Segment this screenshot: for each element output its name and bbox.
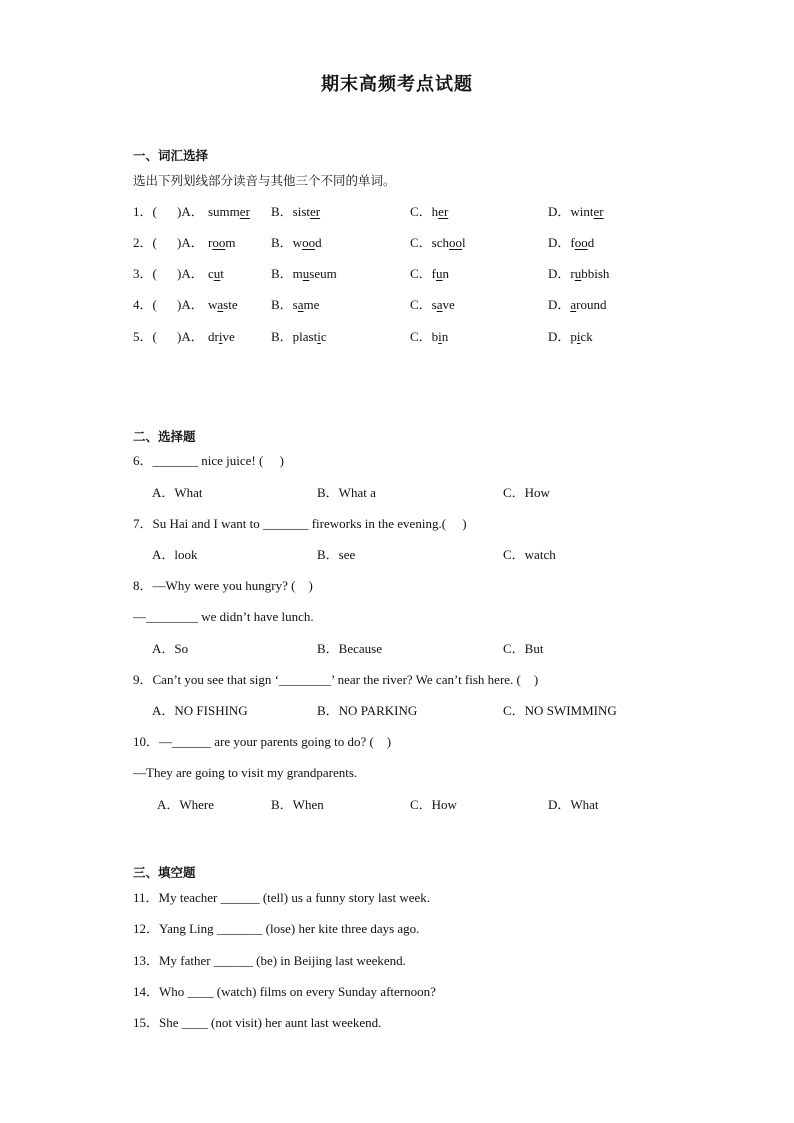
question-10-option-d[interactable]: D．What — [548, 797, 599, 812]
word-part: sch — [431, 235, 450, 250]
vocab-question-1-option-d[interactable] — [548, 204, 604, 220]
question-8-line-2: —________ we didn’t have lunch. — [133, 609, 314, 624]
vocab-question-4-option-b[interactable] — [271, 297, 319, 313]
option-label: C． — [410, 329, 432, 344]
vocab-question-2-number: 2．( — [133, 235, 157, 250]
underlined-letters: i — [438, 329, 442, 344]
question-14: 14．Who ____ (watch) films on every Sunday afternoon? — [133, 984, 436, 999]
option-label: C． — [410, 297, 432, 312]
underlined-letters: er — [438, 204, 449, 219]
word-part: d — [587, 235, 595, 250]
option-label: D． — [548, 297, 571, 312]
word-part: summ — [208, 204, 240, 219]
page-title: 期末高频考点试题 — [321, 74, 473, 95]
underlined-letters: i — [218, 329, 223, 344]
question-8: 8．—Why were you hungry? ( ) — [133, 578, 313, 593]
underlined-letters: oo — [449, 235, 463, 250]
word-part: round — [576, 297, 607, 312]
section-heading-choice: 二、选择题 — [133, 429, 196, 444]
vocab-question-2-option-a[interactable] — [208, 235, 235, 251]
word-part: bbish — [581, 266, 610, 281]
word-part: ck — [580, 329, 593, 344]
vocab-question-4-number: 4．( — [133, 297, 157, 312]
option-label: D． — [548, 329, 571, 344]
option-label: C． — [410, 266, 432, 281]
vocab-question-4-answer-paren[interactable]: )A． — [177, 297, 204, 312]
vocab-question-5-option-b[interactable] — [271, 329, 327, 345]
question-6: 6．_______ nice juice! ( ) — [133, 453, 284, 468]
underlined-letters: oo — [302, 235, 316, 250]
vocab-question-5-number: 5．( — [133, 329, 157, 344]
vocab-question-5-option-a[interactable] — [208, 329, 235, 345]
word-part: t — [220, 266, 224, 281]
option-label: B． — [271, 266, 293, 281]
question-7-option-c[interactable]: C．watch — [503, 547, 556, 562]
underlined-letters: a — [570, 297, 577, 312]
option-label: C． — [410, 204, 432, 219]
option-label: B． — [271, 204, 293, 219]
vocab-question-2-option-d[interactable] — [548, 235, 594, 251]
question-13: 13．My father ______ (be) in Beijing last weekend. — [133, 953, 406, 968]
vocab-question-3-option-a[interactable] — [208, 266, 224, 282]
underlined-letters: a — [217, 297, 224, 312]
word-part: seum — [309, 266, 337, 281]
word-part: f — [431, 266, 437, 281]
question-9-option-c[interactable]: C．NO SWIMMING — [503, 703, 617, 718]
underlined-letters: er — [239, 204, 250, 219]
option-label: C． — [410, 235, 432, 250]
vocab-question-5-option-c[interactable] — [410, 329, 448, 345]
option-label: B． — [271, 329, 293, 344]
word-part: ve — [442, 297, 455, 312]
vocab-question-3-number: 3．( — [133, 266, 157, 281]
word-part: s — [292, 297, 298, 312]
word-part: dr — [208, 329, 219, 344]
question-9: 9．Can’t you see that sign ‘________’ near the river? We can’t fish here. ( ) — [133, 672, 539, 687]
word-part: w — [292, 235, 303, 250]
question-9-option-a[interactable]: A．NO FISHING — [152, 703, 248, 718]
question-8-option-c[interactable]: C．But — [503, 641, 544, 656]
vocab-question-4-option-d[interactable] — [548, 297, 607, 313]
vocab-question-3-option-b[interactable] — [271, 266, 337, 282]
section-heading-vocabulary: 一、词汇选择 — [133, 148, 209, 163]
word-part: l — [462, 235, 466, 250]
word-part: wint — [570, 204, 594, 219]
word-part: r — [570, 266, 575, 281]
underlined-letters: a — [436, 297, 443, 312]
question-10-line-2: —They are going to visit my grandparents. — [133, 765, 358, 780]
option-label: B． — [271, 235, 293, 250]
question-10-option-c[interactable]: C．How — [410, 797, 457, 812]
question-8-option-b[interactable]: B．Because — [317, 641, 382, 656]
section-heading-fill-in: 三、填空题 — [133, 865, 196, 880]
word-part: m — [292, 266, 303, 281]
question-6-option-c[interactable]: C．How — [503, 485, 550, 500]
word-part: w — [208, 297, 218, 312]
underlined-letters: u — [302, 266, 310, 281]
word-part: h — [431, 204, 439, 219]
underlined-letters: i — [317, 329, 321, 344]
vocab-question-3-option-c[interactable] — [410, 266, 449, 282]
word-part: n — [442, 266, 450, 281]
question-7: 7．Su Hai and I want to _______ fireworks in the evening.( ) — [133, 516, 467, 531]
underlined-letters: u — [574, 266, 582, 281]
underlined-letters: er — [593, 204, 604, 219]
vocab-question-3-answer-paren[interactable]: )A． — [177, 266, 204, 281]
word-part: plast — [292, 329, 318, 344]
question-9-option-b[interactable]: B．NO PARKING — [317, 703, 418, 718]
underlined-letters: a — [297, 297, 304, 312]
vocab-question-4-option-c[interactable] — [410, 297, 455, 313]
question-11: 11．My teacher ______ (tell) us a funny story last week. — [133, 890, 431, 905]
vocab-question-1-number: 1．( — [133, 204, 157, 219]
question-6-option-b[interactable]: B．What a — [317, 485, 376, 500]
option-label: D． — [548, 266, 571, 281]
vocab-question-2-answer-paren[interactable]: )A． — [177, 235, 204, 250]
question-7-option-b[interactable]: B．see — [317, 547, 356, 562]
vocab-question-3-option-d[interactable] — [548, 266, 609, 282]
word-part: me — [303, 297, 320, 312]
underlined-letters: u — [213, 266, 221, 281]
word-part: r — [208, 235, 213, 250]
option-label: B． — [271, 297, 293, 312]
word-part: s — [431, 297, 437, 312]
word-part: b — [431, 329, 439, 344]
word-part: sist — [292, 204, 311, 219]
vocab-question-1-option-b[interactable] — [271, 204, 320, 220]
question-7-option-a[interactable]: A．look — [152, 547, 198, 562]
vocab-question-5-option-d[interactable] — [548, 329, 593, 345]
word-part: d — [315, 235, 322, 250]
word-part: c — [320, 329, 327, 344]
word-part: p — [570, 329, 577, 344]
underlined-letters: oo — [212, 235, 226, 250]
word-part: n — [441, 329, 449, 344]
vocab-question-1-answer-paren[interactable]: )A． — [177, 204, 204, 219]
option-label: D． — [548, 204, 571, 219]
word-part: c — [208, 266, 214, 281]
underlined-letters: oo — [574, 235, 588, 250]
vocab-question-1-option-a[interactable] — [208, 204, 250, 220]
word-part: f — [570, 235, 575, 250]
vocab-question-5-answer-paren[interactable]: )A． — [177, 329, 204, 344]
question-12: 12．Yang Ling _______ (lose) her kite three days ago. — [133, 921, 420, 936]
underlined-letters: i — [576, 329, 581, 344]
question-15: 15．She ____ (not visit) her aunt last weekend. — [133, 1015, 382, 1030]
question-10-option-a[interactable]: A．Where — [157, 797, 215, 812]
section-instruction: 选出下列划线部分读音与其他三个不同的单词。 — [133, 173, 396, 188]
vocab-question-4-option-a[interactable] — [208, 297, 238, 313]
option-label: D． — [548, 235, 571, 250]
underlined-letters: u — [436, 266, 443, 281]
question-10-option-b[interactable]: B．When — [271, 797, 324, 812]
word-part: m — [225, 235, 236, 250]
question-10: 10．—______ are your parents going to do? ( ) — [133, 734, 392, 749]
vocab-question-1-option-c[interactable] — [410, 204, 448, 220]
question-8-option-a[interactable]: A．So — [152, 641, 189, 656]
question-6-option-a[interactable]: A．What — [152, 485, 203, 500]
vocab-question-2-option-b[interactable] — [271, 235, 322, 251]
word-part: ste — [223, 297, 238, 312]
underlined-letters: er — [310, 204, 321, 219]
vocab-question-2-option-c[interactable] — [410, 235, 466, 251]
word-part: ve — [222, 329, 235, 344]
